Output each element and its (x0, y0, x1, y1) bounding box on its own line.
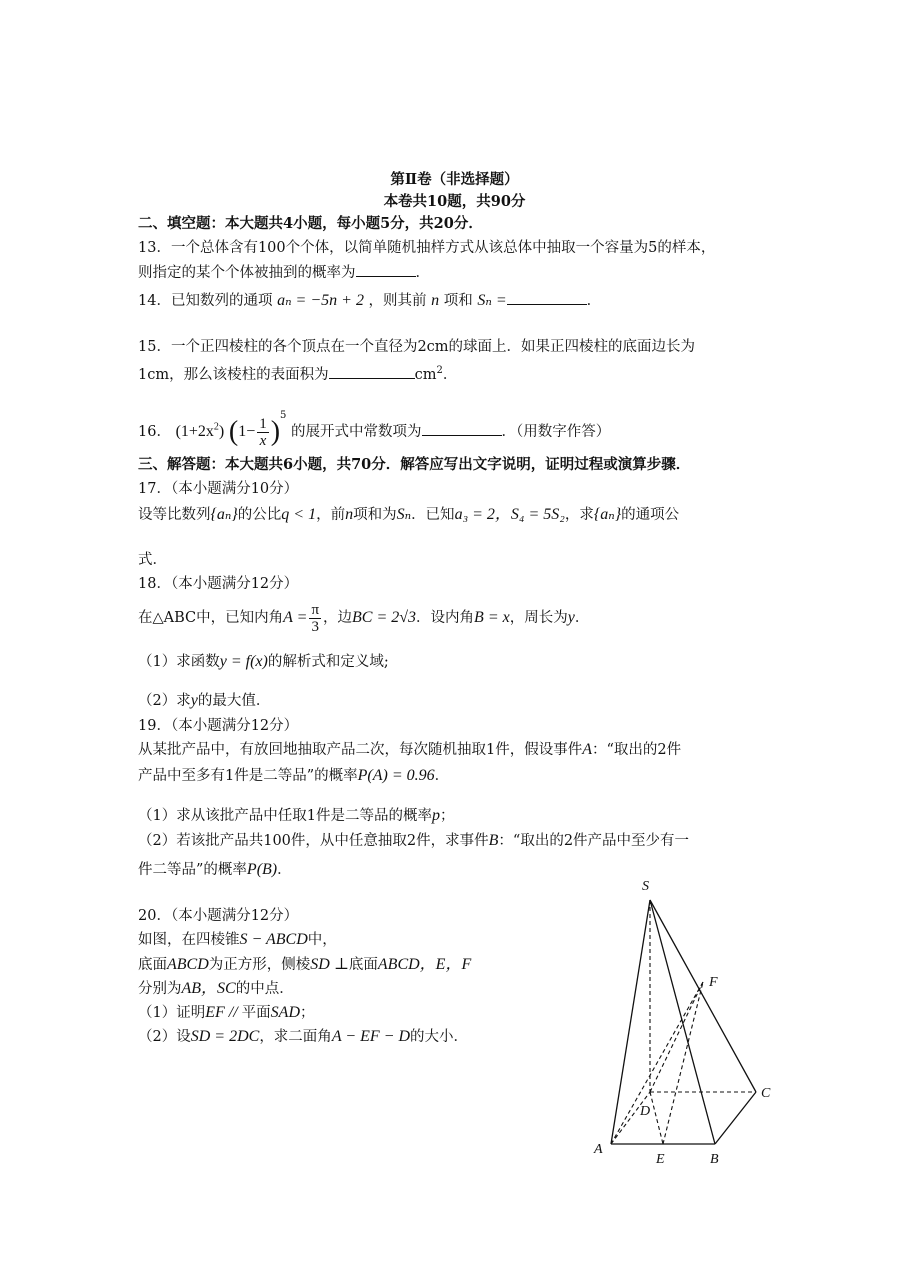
q16-exp: 5 (280, 410, 287, 421)
q20-part1: （1）证明EF // 平面SAD； (138, 1004, 315, 1021)
edge-DE (650, 1092, 663, 1144)
q15-line1: 15．一个正四棱柱的各个顶点在一个直径为2cm的球面上．如果正四棱柱的底面边长为 (138, 339, 696, 355)
edge-SB (650, 900, 715, 1144)
q16-blank (422, 421, 502, 436)
q16-minus: 1− (238, 423, 256, 440)
q17-line1: 设等比数列{aₙ}的公比q < 1，前n项和为Sₙ．已知a₃ = 2，S₄ = 5S₂，求{aₙ}的通项公 (138, 506, 680, 523)
q19-title: 19．（本小题满分12分） (138, 718, 299, 734)
section2-heading: 二、填空题：本大题共4小题，每小题5分，共20分． (138, 215, 483, 232)
q17-line2: 式． (138, 552, 167, 568)
q15-end: ． (442, 366, 458, 383)
q14-pre: 14．已知数列的通项 (138, 293, 273, 309)
q15-line2 (138, 361, 457, 385)
q14-blank (507, 290, 587, 305)
q14-end: ． (586, 293, 602, 309)
pyramid-figure (588, 872, 788, 1172)
q20-part2: （2）设SD = 2DC，求二面角A − EF − D的大小． (138, 1028, 468, 1045)
section3-heading: 三、解答题：本大题共6小题，共70分．解答应写出文字说明，证明过程或演算步骤． (138, 456, 691, 473)
q14-mid2: 项和 (443, 293, 473, 309)
q14-line (138, 290, 601, 311)
q18-title: 18．（本小题满分12分） (138, 576, 299, 592)
q13-end: ． (415, 265, 430, 281)
exam-subtitle: 本卷共10题，共90分 (383, 193, 526, 210)
label-A: A (594, 1142, 603, 1157)
edge-BC (715, 1092, 756, 1144)
q18-part1: （1）求函数y = f(x)的解析式和定义域; (138, 653, 389, 670)
q19-part2: （2）若该批产品共100件，从中任意抽取2件，求事件B：“取出的2件产品中至少有一 (138, 832, 690, 849)
q16-pre: 16． (138, 424, 171, 440)
q13-blank (356, 262, 416, 277)
label-D: D (640, 1104, 651, 1119)
q14-mid: ，则其前 (368, 293, 427, 309)
q19-part1: （1）求从该批产品中任取1件是二等品的概率p； (138, 807, 455, 824)
q15-unit: cm (414, 366, 437, 383)
q13-text: 则指定的某个个体被抽到的概率为 (138, 265, 356, 281)
q20-line1: 如图，在四棱锥S − ABCD中， (138, 931, 337, 948)
q20-line3: 分别为AB，SC的中点． (138, 980, 294, 997)
q14-formula: aₙ = −5n + 2 (277, 292, 364, 309)
q14-n: n (431, 292, 440, 309)
q16-paren-open: ( (228, 416, 239, 447)
q16-frac: $\frac{1}{x}$ (259, 415, 267, 449)
q16-line (138, 396, 610, 452)
label-S: S (642, 879, 649, 894)
label-B: B (710, 1152, 719, 1167)
q19-line1: 从某批产品中，有放回地抽取产品二次，每次随机抽取1件，假设事件A：“取出的2件 (138, 741, 682, 758)
q15-blank (329, 364, 415, 379)
q20-line2: 底面ABCD为正方形，侧棱SD ⊥底面ABCD，E，F (138, 956, 472, 973)
q16-post: 的展开式中常数项为 (291, 424, 422, 440)
q18-line1: 在△ABC中，已知内角A = $\frac{\pi}{3}$ ，边BC = 2√3．设内角B = x，周长为y． (138, 601, 590, 635)
label-E: E (656, 1152, 665, 1167)
q13-line1: 13．一个总体含有100个个体，以简单随机抽样方式从该总体中抽取一个容量为5的样本， (138, 240, 716, 256)
q20-title: 20．（本小题满分12分） (138, 908, 299, 924)
q19-line2: 产品中至多有1件是二等品”的概率P(A) = 0.96． (138, 767, 450, 784)
q19-part3: 件二等品”的概率P(B)． (138, 861, 292, 878)
q17-title: 17．（本小题满分10分） (138, 481, 299, 497)
edge-SC (650, 900, 756, 1092)
q15-text: 1cm，那么该棱柱的表面积为 (138, 366, 329, 383)
q16-paren-close: ) (270, 416, 281, 447)
label-F: F (709, 975, 718, 990)
q18-part2: （2）求y的最大值． (138, 692, 271, 709)
edge-EF (663, 982, 703, 1144)
q14-S: Sₙ = (477, 292, 507, 309)
q13-line2 (138, 262, 430, 283)
q16-factor1: $(1+2x^2)$ (175, 421, 225, 440)
label-C: C (761, 1086, 771, 1101)
exam-title: 第Ⅱ卷（非选择题） (390, 171, 519, 188)
q16-end: ．（用数字作答） (501, 424, 611, 440)
q15-unit-sup: 2 (436, 365, 443, 376)
